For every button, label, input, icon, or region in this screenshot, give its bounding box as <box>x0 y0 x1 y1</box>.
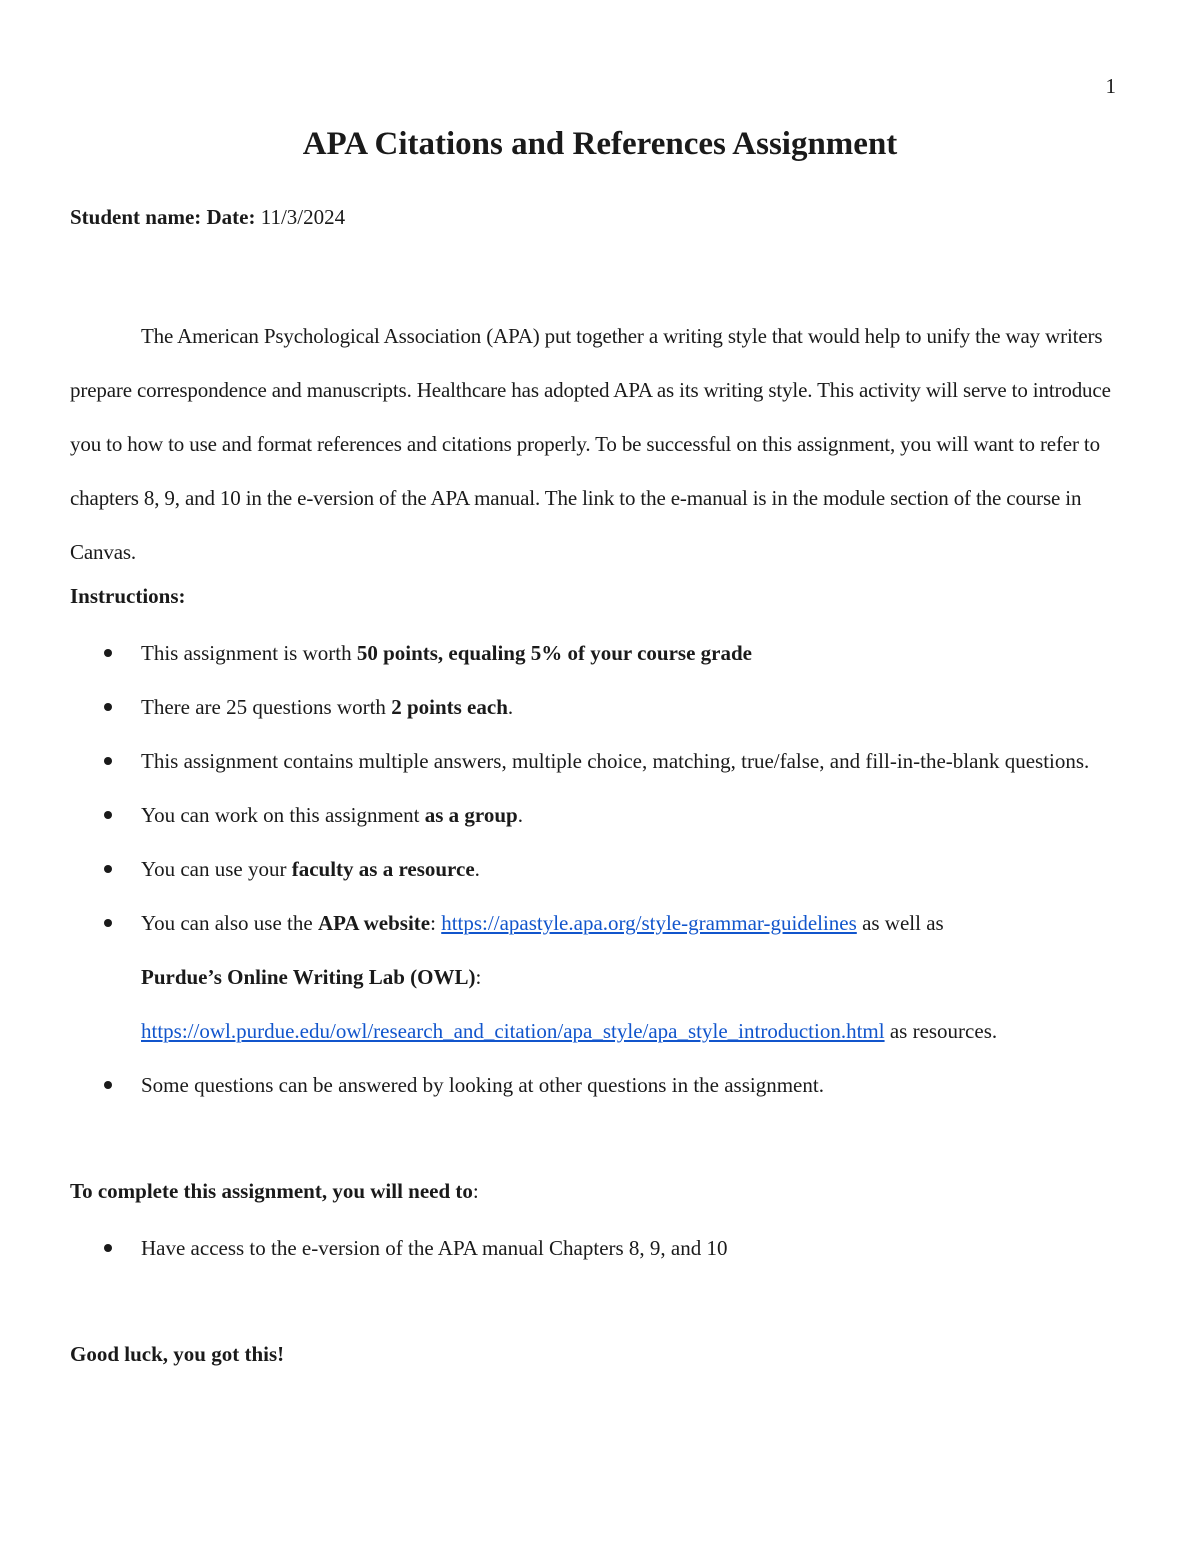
list-item <box>70 788 1130 842</box>
bullet-bold-text: 50 points, equaling 5% of your course grade <box>356 641 752 665</box>
bullet-text: : <box>475 965 482 989</box>
bullet-text: . <box>474 857 480 881</box>
complete-heading-text: To complete this assignment, you will need to <box>70 1179 473 1203</box>
bullet-text: You can also use the <box>141 911 318 935</box>
apa-website-label: APA website <box>317 911 431 935</box>
list-item <box>70 680 1130 734</box>
bullet-text: : <box>430 911 442 935</box>
bullet-text: Some questions can be answered by looking at other questions in the assignment. <box>141 1073 824 1097</box>
bullet-text: This assignment contains multiple answers, multiple choice, matching, true/false, and fill-in-the-blank questions. <box>141 749 1090 773</box>
list-item <box>70 896 1130 1058</box>
bullet-icon <box>104 703 112 711</box>
complete-heading-colon: : <box>472 1179 479 1203</box>
page-number: 1 <box>1105 74 1116 98</box>
student-name-label: Student name: <box>70 205 202 229</box>
list-item <box>70 1221 1130 1275</box>
student-info-line <box>70 205 345 230</box>
bullet-icon <box>104 757 112 765</box>
list-item <box>70 734 1130 788</box>
apa-style-link[interactable]: https://apastyle.apa.org/style-grammar-guidelines <box>441 911 857 935</box>
bullet-bold-text: as a group <box>424 803 518 827</box>
list-item <box>70 1058 1130 1112</box>
bullet-icon <box>104 919 112 927</box>
instructions-list <box>70 626 1130 1112</box>
document-title: APA Citations and References Assignment <box>302 126 898 162</box>
purdue-owl-link[interactable]: https://owl.purdue.edu/owl/research_and_citation/apa_style/apa_style_introduction.html <box>141 1019 885 1043</box>
bullet-text: You can work on this assignment <box>141 803 425 827</box>
list-item <box>70 842 1130 896</box>
purdue-owl-label: Purdue’s Online Writing Lab (OWL) <box>141 965 476 989</box>
bullet-bold-text: 2 points each <box>391 695 508 719</box>
closing-line: Good luck, you got this! <box>70 1342 285 1366</box>
bullet-icon <box>104 1081 112 1089</box>
bullet-text: You can use your <box>141 857 292 881</box>
bullet-bold-text: faculty as a resource <box>291 857 475 881</box>
bullet-text: . <box>507 695 514 719</box>
bullet-text: Have access to the e-version of the APA manual Chapters 8, 9, and 10 <box>141 1236 728 1260</box>
bullet-text: as well as <box>856 911 944 935</box>
instructions-heading: Instructions: <box>70 584 186 608</box>
complete-list <box>70 1221 1130 1275</box>
bullet-text: There are 25 questions worth <box>141 695 392 719</box>
complete-heading <box>70 1179 479 1204</box>
date-value: 11/3/2024 <box>260 205 346 229</box>
bullet-text: as resources. <box>884 1019 998 1043</box>
bullet-text: . <box>517 803 523 827</box>
date-label: Date: <box>206 205 256 229</box>
list-item <box>70 626 1130 680</box>
bullet-icon <box>104 1244 112 1252</box>
intro-paragraph: The American Psychological Association (APA) put together a writing style that would help to unify the way writers prepare correspondence and manuscripts. Healthcare has adopted APA as its writing style. This activity will serve to introduce you to how to use and format references and citations properly. To be successful on this assignment, you will want to refer to chapters 8, 9, and 10 in the e-version of the APA manual. The link to the e-manual is in the module section of the course in Canvas. <box>70 324 1111 564</box>
bullet-icon <box>104 865 112 873</box>
bullet-icon <box>104 649 112 657</box>
bullet-text: This assignment is worth <box>141 641 357 665</box>
bullet-icon <box>104 811 112 819</box>
